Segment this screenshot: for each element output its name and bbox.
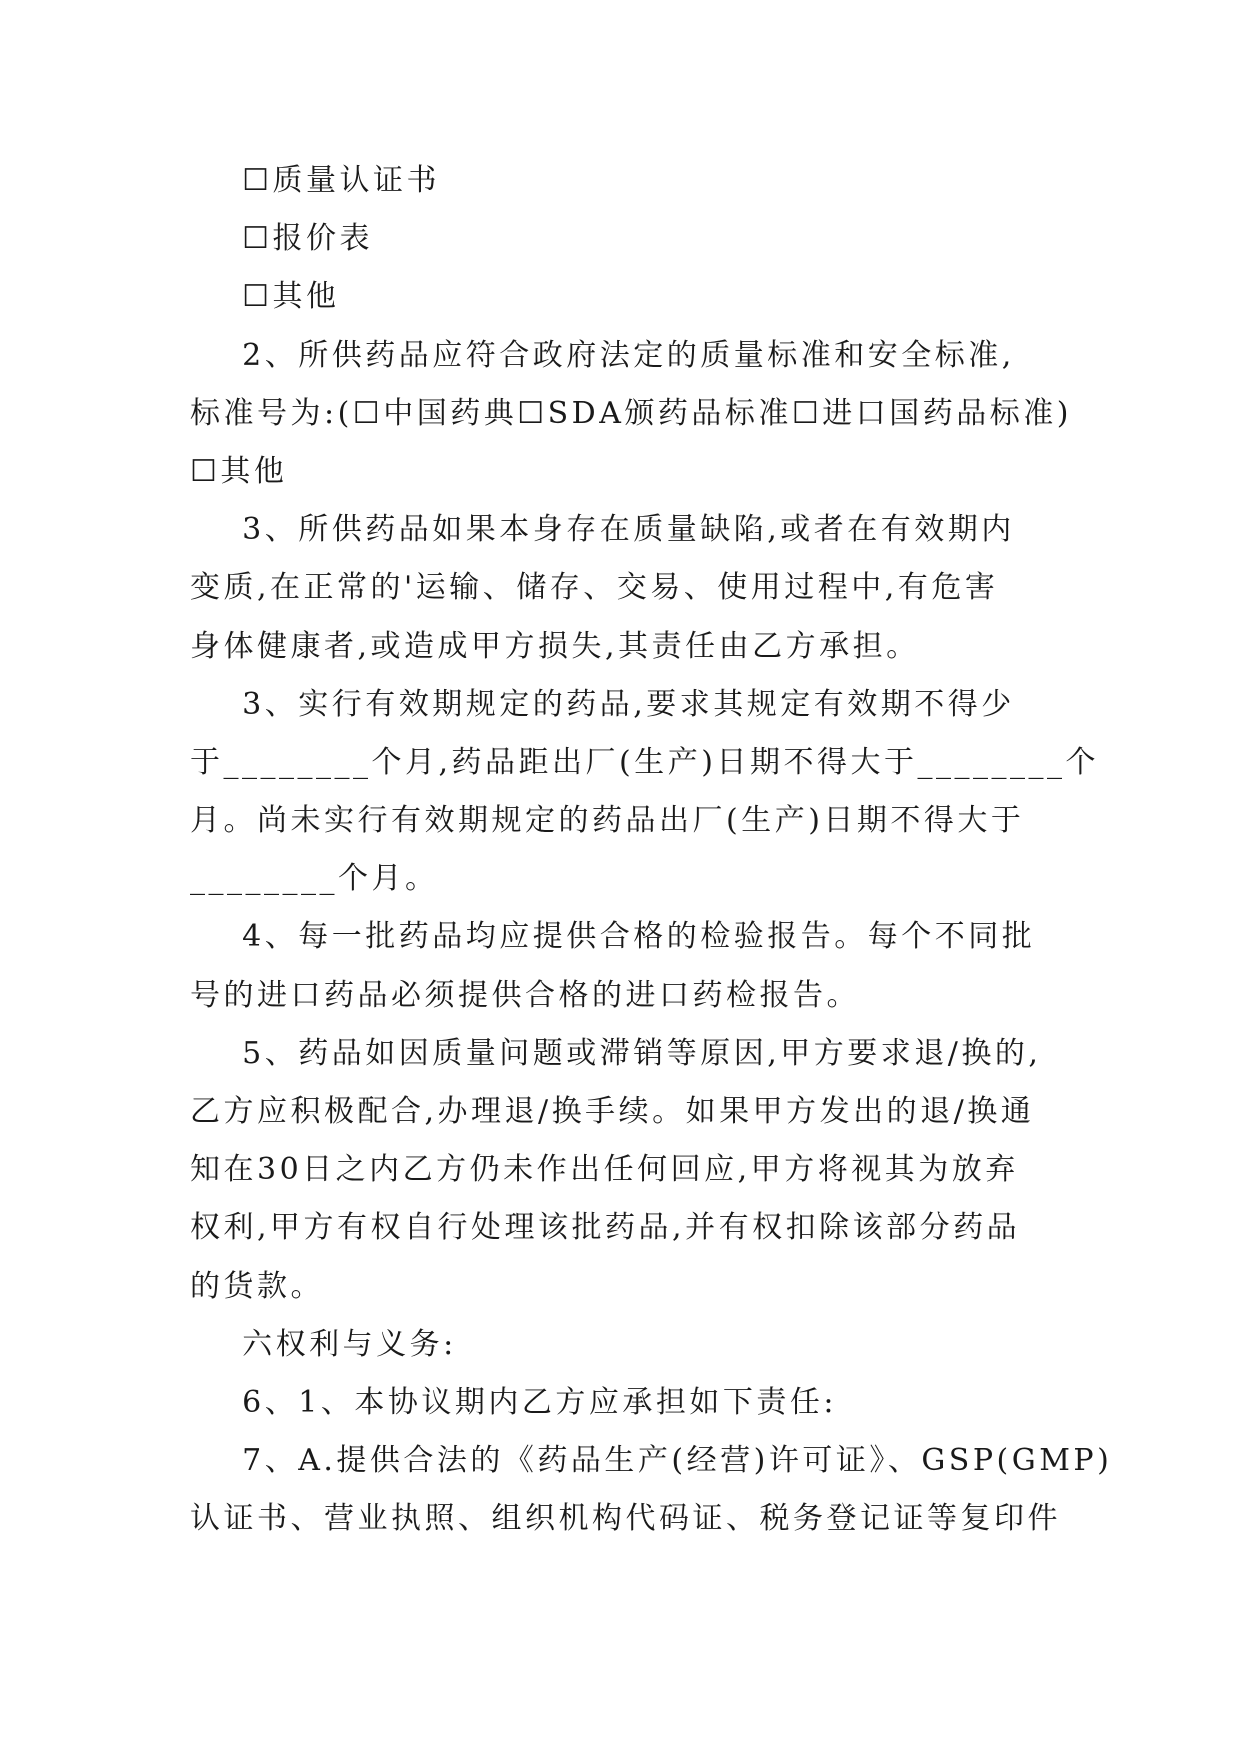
text-line: 认证书、营业执照、组织机构代码证、税务登记证等复印件 [190,1501,1061,1537]
text-line: 6、1、本协议期内乙方应承担如下责任: [190,1384,837,1420]
text-line: 知在30日之内乙方仍未作出任何回应,甲方将视其为放弃 [190,1152,1019,1188]
text-line: 六权利与义务: [190,1326,457,1362]
text-line: ☐报价表 [190,221,374,257]
text-line: 3、实行有效期规定的药品,要求其规定有效期不得少 [190,686,1015,722]
text-line: 权利,甲方有权自行处理该批药品,并有权扣除该部分药品 [190,1210,1021,1246]
text-line: 2、所供药品应符合政府法定的质量标准和安全标准, [190,337,1015,373]
text-line: 月。尚未实行有效期规定的药品出厂(生产)日期不得大于 [190,803,1025,839]
text-line: 4、每一批药品均应提供合格的检验报告。每个不同批 [190,919,1036,955]
text-line: 于________个月,药品距出厂(生产)日期不得大于________个 [190,744,1099,780]
text-line: ☐其他 [190,453,288,489]
text-line: ☐质量认证书 [190,163,441,198]
text-line: 的货款。 [190,1268,324,1304]
text-line: 标准号为:(☐中国药典☐SDA颁药品标准☐进口国药品标准) [190,395,1072,431]
text-line: 7、A.提供合法的《药品生产(经营)许可证》、GSP(GMP) [190,1443,1113,1479]
text-line: ☐其他 [190,279,340,315]
text-line: 5、药品如因质量问题或滞销等原因,甲方要求退/换的, [190,1035,1042,1071]
text-line: 号的进口药品必须提供合格的进口药检报告。 [190,977,860,1013]
text-line: ________个月。 [190,861,439,897]
text-line: 乙方应积极配合,办理退/换手续。如果甲方发出的退/换通 [190,1094,1035,1129]
text-line: 变质,在正常的'运输、储存、交易、使用过程中,有危害 [190,570,999,606]
text-line: 3、所供药品如果本身存在质量缺陷,或者在有效期内 [190,512,1015,548]
body-text [190,152,1113,1549]
text-line: 身体健康者,或造成甲方损失,其责任由乙方承担。 [190,628,920,664]
